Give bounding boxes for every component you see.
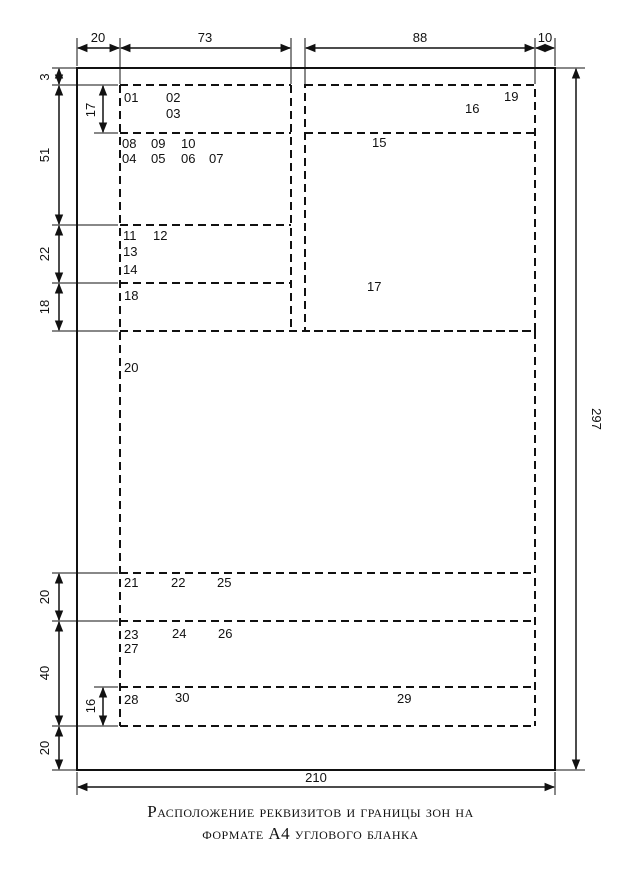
zone-label-21: 21 <box>124 575 139 590</box>
dim-block-18: 18 <box>37 299 52 315</box>
zone-label-14: 14 <box>123 262 138 277</box>
zone-label-24: 24 <box>172 626 187 641</box>
dimension-arrows <box>59 48 576 787</box>
zone-label-29: 29 <box>397 691 412 706</box>
zone-label-15: 15 <box>372 135 387 150</box>
zone-label-03: 03 <box>166 106 181 121</box>
dim-top-margin: 3 <box>37 73 52 81</box>
dim-bottom-margin: 20 <box>37 740 52 756</box>
caption-line-2: формате А4 углового бланка <box>202 824 419 843</box>
dim-bottom-block-40: 40 <box>37 665 52 681</box>
zone-label-19: 19 <box>504 89 519 104</box>
zone-label-25: 25 <box>217 575 232 590</box>
dim-header-height: 51 <box>37 147 52 163</box>
zone-label-10: 10 <box>181 136 196 151</box>
zone-label-13: 13 <box>123 244 138 259</box>
zone-label-05: 05 <box>151 151 166 166</box>
zone-label-02: 02 <box>166 90 181 105</box>
dim-signature-height: 16 <box>83 698 98 714</box>
zone-label-28: 28 <box>124 692 139 707</box>
zone-label-12: 12 <box>153 228 168 243</box>
caption-line-1: Расположение реквизитов и границы зон на <box>147 802 474 821</box>
zone-label-20: 20 <box>124 360 139 375</box>
zone-label-01: 01 <box>124 90 139 105</box>
dim-page-width: 210 <box>305 770 327 785</box>
dim-page-height: 297 <box>589 408 604 430</box>
zone-label-23: 23 <box>124 627 139 642</box>
dim-bottom-block-20: 20 <box>37 589 52 605</box>
page-outline <box>77 68 555 770</box>
dim-left-margin: 20 <box>90 30 106 45</box>
zone-label-30: 30 <box>175 690 190 705</box>
zone-label-26: 26 <box>218 626 233 641</box>
zone-label-17: 17 <box>367 279 382 294</box>
zone-label-09: 09 <box>151 136 166 151</box>
zone-label-06: 06 <box>181 151 196 166</box>
dim-block-17: 17 <box>83 102 98 118</box>
dim-left-zone-width: 73 <box>197 30 213 45</box>
zone-label-11: 11 <box>123 228 137 243</box>
zone-label-18: 18 <box>124 288 139 303</box>
dim-right-margin: 10 <box>537 30 553 45</box>
zone-label-08: 08 <box>122 136 137 151</box>
zone-label-16: 16 <box>465 101 480 116</box>
zone-label-07: 07 <box>209 151 224 166</box>
figure-caption <box>0 801 621 845</box>
zone-labels <box>122 89 518 707</box>
zone-label-27: 27 <box>124 641 139 656</box>
dim-right-zone-width: 88 <box>412 30 428 45</box>
zone-label-04: 04 <box>122 151 137 166</box>
dim-block-22: 22 <box>37 246 52 262</box>
zone-label-22: 22 <box>171 575 186 590</box>
